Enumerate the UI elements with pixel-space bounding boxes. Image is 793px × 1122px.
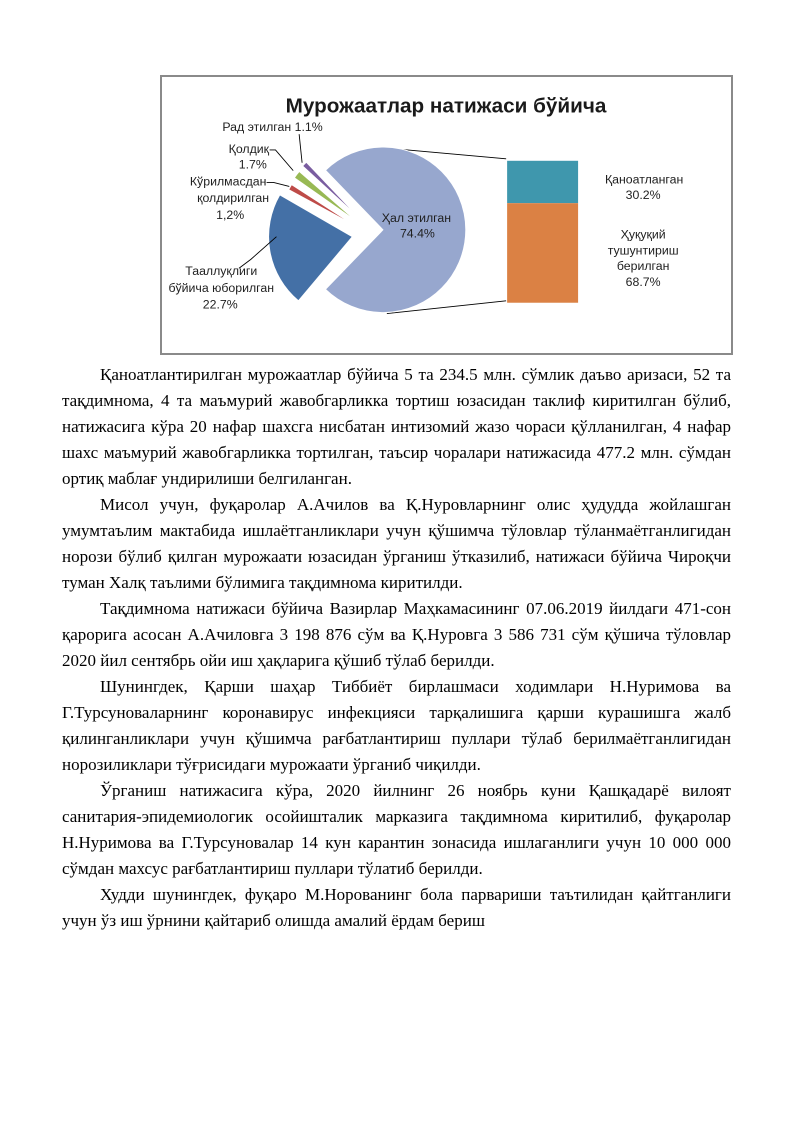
- label-korilmasdan-line3: 1,2%: [216, 207, 245, 222]
- paragraph-4: Шунингдек, Қарши шаҳар Тиббиёт бирлашмаси ходимлари Н.Нуримова ва Г.Турсуноваларнинг коронавирус инфекцияси тарқалишига қарши курашишга жалб қилинганликлари учун қўшимча рағбатлантириш пуллари тўлаб берилмаётганлигидан норозиликлари тўғрисидаги мурожаати ўрганиб чиқилди.: [62, 677, 731, 774]
- leader-korilmasdan: [267, 182, 290, 186]
- label-huquqiy-line4: 68.7%: [625, 274, 661, 289]
- label-huquqiy-line2: тушунтириш: [607, 243, 679, 258]
- chart-frame: [160, 75, 733, 355]
- label-huquqiy-line1: Ҳуқуқий: [620, 227, 666, 242]
- label-huquqiy-line3: берилган: [616, 259, 670, 274]
- label-qanoatlangan-line1: Қаноатланган: [604, 172, 684, 187]
- bar-segment-qanoatlangan: [507, 161, 578, 203]
- label-taalluq-line1: Тааллуқлиги: [185, 264, 258, 279]
- label-hal-etilgan-line1: Ҳал этилган: [381, 210, 452, 225]
- leader-rad: [299, 134, 302, 163]
- label-taalluq-line3: 22.7%: [202, 297, 238, 312]
- label-rad-etilgan: Рад этилган 1.1%: [222, 120, 323, 135]
- paragraph-6: Худди шунингдек, фуқаро М.Норованинг бола парвариши таътилидан қайтганлиги учун ўз иш ўрнини қайтариб олишда амалий ёрдам бериш: [62, 885, 731, 930]
- label-hal-etilgan-line2: 74.4%: [399, 226, 435, 241]
- bar-segment-huquqiy: [507, 203, 578, 303]
- paragraph-1: Қаноатлантирилган мурожаатлар бўйича 5 та 234.5 млн. сўмлик даъво аризаси, 52 та тақдимнома, 4 та маъмурий жавобгарликка тортиш юзасидан таклиф киритилган бўлиб, натижасига кўра 20 нафар шахсга нисбатан интизомий жазо чораси қўлланилган, 4 нафар шахс маъмурий жавобгарликка тортилган, таъсир чоралари натижасида 477.2 млн. сўмдан ортиқ маблағ ундирилиши белгиланган.: [62, 365, 731, 488]
- pie-slices: [269, 147, 466, 313]
- chart-title: Мурожаатлар натижаси бўйича: [285, 94, 607, 118]
- document-body: [62, 362, 731, 934]
- label-qoldiq-line1: Қолдиқ: [228, 141, 270, 156]
- bar-of-pie-chart: [162, 77, 731, 353]
- breakdown-bar: [507, 161, 578, 303]
- pie-slice-hal-etilgan: [325, 147, 465, 313]
- leader-qoldiq: [270, 150, 294, 171]
- paragraph-3: Тақдимнома натижаси бўйича Вазирлар Маҳкамасининг 07.06.2019 йилдаги 471-сон қарорига асосан А.Ачиловга 3 198 876 сўм ва Қ.Нуровга 3 586 731 сўм қўшича тўловлар 2020 йил сентябрь ойи иш ҳақларига қўшиб тўлаб берилди.: [62, 599, 731, 670]
- label-taalluq-line2: бўйича юборилган: [168, 280, 275, 295]
- bar-labels: [605, 172, 683, 289]
- label-qoldiq-line2: 1.7%: [238, 157, 267, 172]
- paragraph-2: Мисол учун, фуқаролар А.Ачилов ва Қ.Нуровларнинг олис ҳудудда жойлашган умумтаълим мактабида ишлаётганликлари учун қўшимча тўловлар тўланмаётганлигидан норози бўлиб қилган мурожаати юзасидан ўрганиш ўтказилиб, натижаси бўйича Чироқчи туман Халқ таълими бўлимига тақдимнома киритилди.: [62, 495, 731, 592]
- label-qanoatlangan-line2: 30.2%: [625, 188, 661, 203]
- label-korilmasdan-line2: қолдирилган: [197, 191, 270, 206]
- paragraph-5: Ўрганиш натижасига кўра, 2020 йилнинг 26 ноябрь куни Қашқадарё вилоят санитария-эпидемиологик осойишталик марказига тақдимнома киритилиб, фуқаролар Н.Нуримова ва Г.Турсуновалар 14 кун карантин зонасида ишлаганлиги учун 10 000 000 сўмдан махсус рағбатлантириш пуллари тўлатиб берилди.: [62, 781, 731, 878]
- label-korilmasdan-line1: Кўрилмасдан: [189, 174, 267, 189]
